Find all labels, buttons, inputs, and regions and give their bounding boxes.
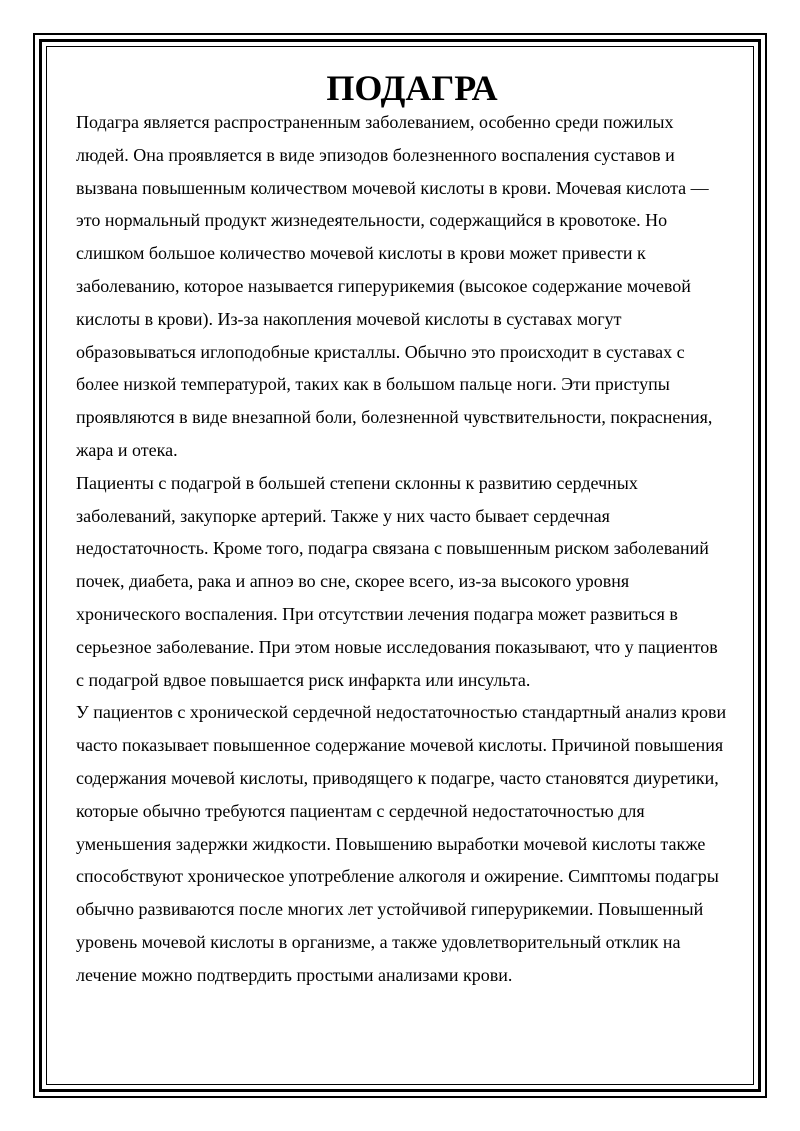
document-title: ПОДАГРА — [326, 68, 498, 108]
document-body — [76, 68, 728, 992]
paragraph-3: У пациентов с хронической сердечной недостаточностью стандартный анализ крови часто показывает повышенное содержание мочевой кислоты. Причиной повышения содержания мочевой кислоты, приводящего к подагре, часто становятся диуретики, которые обычно требуются пациентам с сердечной недостаточностью для уменьшения задержки жидкости. Повышению выработки мочевой кислоты также способствуют хроническое употребление алкоголя и ожирение. Симптомы подагры обычно развиваются после многих лет устойчивой гиперурикемии. Повышенный уровень мочевой кислоты в организме, а также удовлетворительный отклик на лечение можно подтвердить простыми анализами крови. — [76, 702, 727, 985]
paragraph-2: Пациенты с подагрой в большей степени склонны к развитию сердечных заболеваний, закупорке артерий. Также у них часто бывает сердечная недостаточность. Кроме того, подагра связана с повышенным риском заболеваний почек, диабета, рака и апноэ во сне, скорее всего, из-за высокого уровня хронического воспаления. При отсутствии лечения подагра может развиться в серьезное заболевание. При этом новые исследования показывают, что у пациентов с подагрой вдвое повышается риск инфаркта или инсульта. — [76, 472, 718, 690]
paragraph-1: Подагра является распространенным заболеванием, особенно среди пожилых людей. Она проявляется в виде эпизодов болезненного воспаления суставов и вызвана повышенным количеством мочевой кислоты в крови. Мочевая кислота — это нормальный продукт жизнедеятельности, содержащийся в кровотоке. Но слишком большое количество мочевой кислоты в крови может привести к заболеванию, которое называется гиперурикемия (высокое содержание мочевой кислоты в крови). Из-за накопления мочевой кислоты в суставах могут образовываться иглоподобные кристаллы. Обычно это происходит в суставах с более низкой температурой, таких как в большом пальце ноги. Эти приступы проявляются в виде внезапной боли, болезненной чувствительности, покраснения, жара и отека. — [76, 112, 713, 460]
